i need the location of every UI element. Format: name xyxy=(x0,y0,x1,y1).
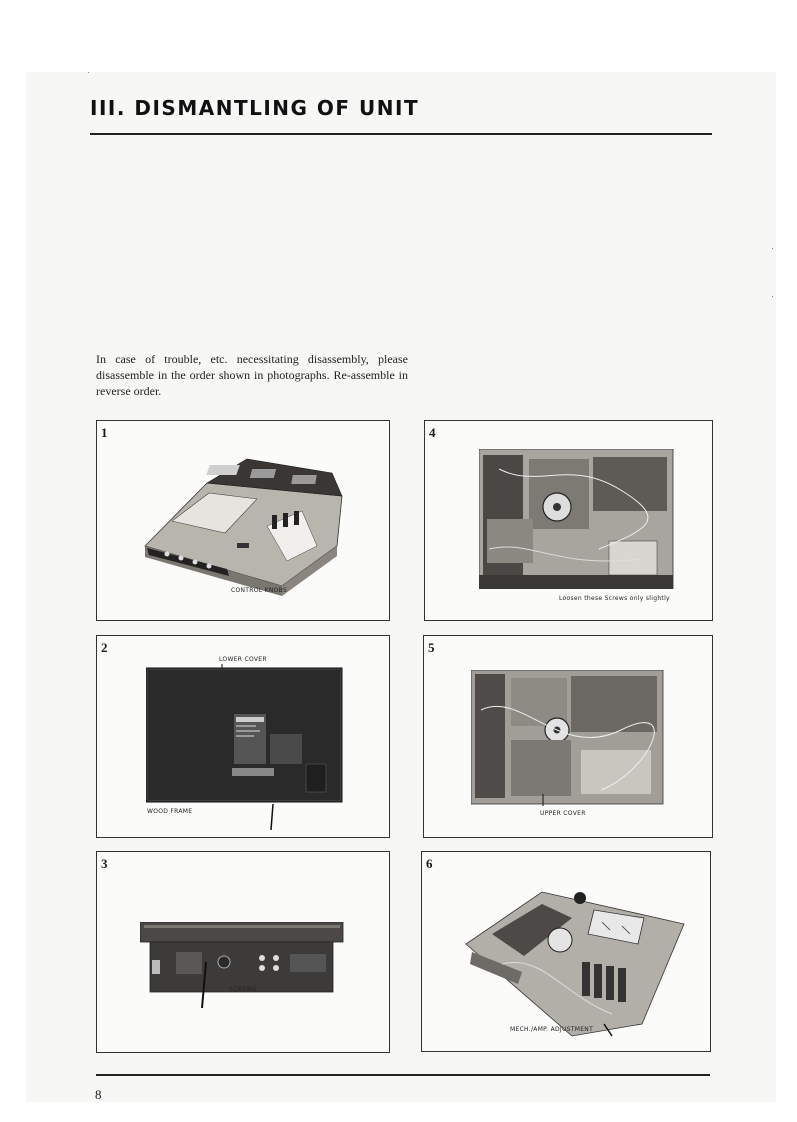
figure-number: 4 xyxy=(429,425,436,440)
scan-speck xyxy=(772,248,773,249)
figure-panel-6 xyxy=(421,851,711,1052)
scan-speck xyxy=(88,72,89,73)
figure-number: 3 xyxy=(101,856,108,871)
mechanism-angled-photo xyxy=(462,874,687,1044)
figure-panel-5 xyxy=(423,635,713,838)
caption-control-knobs: CONTROL KNOBS xyxy=(231,587,288,594)
figure-number: 2 xyxy=(101,640,108,655)
page-title: III. DISMANTLING OF UNIT xyxy=(90,96,420,120)
figure-number: 1 xyxy=(101,425,108,440)
caption-screws: SCREWS xyxy=(229,986,257,993)
chassis-interior-photo-upper xyxy=(471,670,665,806)
intro-paragraph: In case of trouble, etc. necessitating disassembly, please disassemble in the order shown in photographs. Re-assemble in reverse order. xyxy=(96,352,408,398)
bottom-rule xyxy=(96,1074,710,1076)
scan-speck xyxy=(772,296,773,297)
caption-loosen-screws: Loosen these Screws only slightly xyxy=(559,595,670,602)
figure-panel-4 xyxy=(424,420,713,621)
chassis-interior-photo-top xyxy=(479,449,675,589)
figure-panel-3 xyxy=(96,851,390,1053)
figure-panel-2 xyxy=(96,635,390,838)
figure-number: 5 xyxy=(428,640,435,655)
caption-mech-amp-adjustment: MECH./AMP. ADJUSTMENT xyxy=(510,1026,594,1033)
unit-rear-photo xyxy=(140,922,345,1012)
caption-lower-cover: LOWER COVER xyxy=(219,656,267,663)
figure-panel-1 xyxy=(96,420,390,621)
top-rule xyxy=(90,133,712,135)
caption-wood-frame: WOOD FRAME xyxy=(147,808,193,815)
cassette-deck-photo xyxy=(137,451,352,596)
page-number: 8 xyxy=(95,1087,102,1102)
figure-number: 6 xyxy=(426,856,433,871)
caption-upper-cover: UPPER COVER xyxy=(540,810,586,817)
pointer-line xyxy=(269,804,275,830)
unit-bottom-photo xyxy=(146,664,346,812)
